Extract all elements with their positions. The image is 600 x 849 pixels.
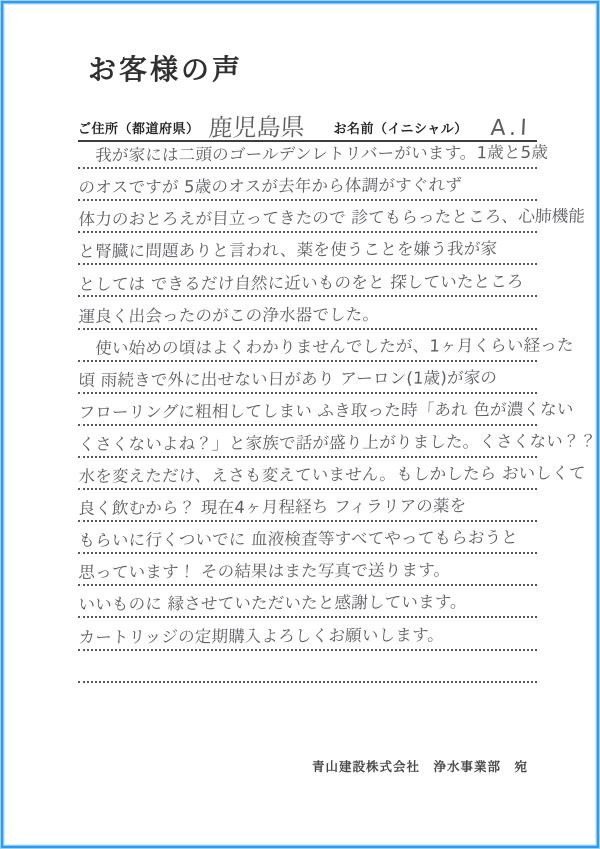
addressee-footer: 青山建設株式会社 浄水事業部 宛 [311, 759, 528, 774]
handwritten-text: 水を変えただけ、えさも変えていません。もしかしたら おいしくて [78, 463, 586, 487]
ruled-line [78, 297, 537, 329]
handwritten-text: くさくないよね？」と家族で話が盛り上がりました。くさくない？？ [78, 431, 597, 454]
ruled-line [78, 265, 537, 297]
ruled-line [78, 426, 597, 458]
ruled-line [78, 522, 537, 554]
handwritten-text: 我が家には二頭のゴールデンレトリバーがいます。1歳と5歳 [78, 142, 549, 166]
address-label: ご住所（都道府県） [78, 122, 200, 137]
ruled-line [78, 554, 537, 586]
handwritten-text: と腎臓に問題ありと言われ、薬を使うことを嫌う我が家 [78, 239, 498, 262]
handwritten-text: いいものに 縁させていただいたと感謝しています。 [78, 592, 468, 615]
ruled-line [78, 169, 537, 201]
name-label: お名前（イニシャル） [333, 122, 468, 137]
handwritten-text: としては できるだけ自然に近いものをと 探していたところ [78, 271, 525, 294]
handwritten-text: 運良く出会ったのがこの浄水器でした。 [78, 304, 380, 326]
message-body [78, 137, 597, 683]
address-handwritten-value: 鹿児島県 [207, 113, 305, 142]
ruled-line [78, 330, 575, 362]
handwritten-text: 頃 雨続きで外に出せない日があり アーロン(1歳)が家の [78, 367, 498, 390]
ruled-line [78, 490, 537, 522]
ruled-line [78, 233, 537, 265]
ruled-line-empty [78, 651, 537, 683]
ruled-line [78, 201, 586, 233]
ruled-line [78, 137, 549, 169]
handwritten-text: 良く飲むから？ 現在4ヶ月程経ち フィラリアの薬を [78, 496, 467, 519]
handwritten-text: もらいに行くついでに 血液検査等すべてやってもらおうと [78, 528, 519, 551]
name-handwritten-value: A.I [489, 115, 532, 141]
handwritten-text: 思っています！ その結果はまた写真で送ります。 [78, 560, 451, 583]
ruled-line [78, 586, 537, 618]
ruled-line [78, 458, 586, 490]
handwritten-text: フローリングに粗相してしまい ふき取った時「あれ 色が濃くない [78, 399, 574, 422]
handwritten-text: 使い始めの頃はよくわかりませんでしたが、1ヶ月くらい経った [78, 335, 575, 358]
handwritten-text: 体力のおとろえが目立ってきたので 診てもらったところ、心肺機能 [78, 206, 586, 230]
ruled-line [78, 618, 537, 650]
handwritten-text: のオスですが 5歳のオスが去年から体調がすぐれず [78, 175, 463, 198]
page-title: お客様の声 [88, 53, 244, 86]
ruled-line [78, 362, 537, 394]
ruled-line [78, 394, 574, 426]
handwritten-text: カートリッジの定期購入よろしくお願いします。 [78, 624, 445, 647]
